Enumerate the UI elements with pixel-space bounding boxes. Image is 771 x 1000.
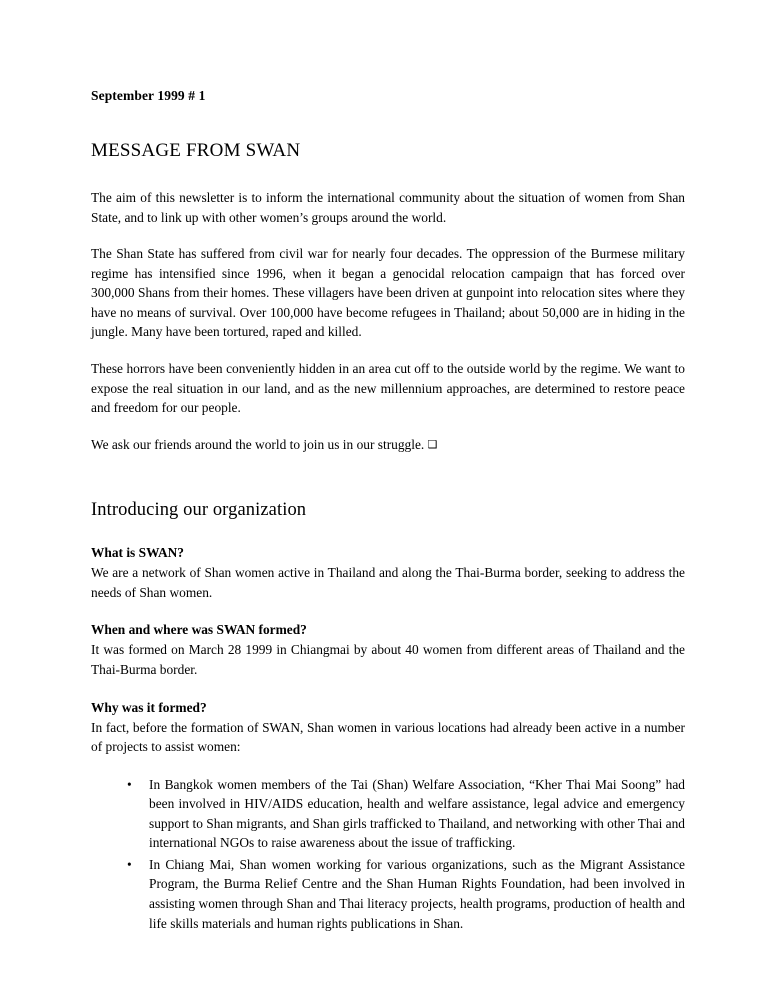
closing-paragraph (91, 435, 685, 455)
list-item (91, 775, 685, 853)
end-of-article-icon: ❑ (427, 437, 438, 451)
bullet-icon: • (127, 776, 132, 792)
qa-block-why-was-it-formed (91, 698, 685, 757)
page-title: MESSAGE FROM SWAN (91, 140, 301, 161)
qa-question: When and where was SWAN formed? (91, 622, 307, 638)
bullet-list (91, 775, 685, 934)
qa-answer: In fact, before the formation of SWAN, Shan women in various locations had already been active in a number of projects to assist women: (91, 719, 685, 755)
qa-block-when-and-where-formed (91, 620, 685, 679)
closing-text: We ask our friends around the world to join us in our struggle. (91, 436, 425, 452)
qa-answer: We are a network of Shan women active in Thailand and along the Thai-Burma border, seeking to address the needs of Shan women. (91, 565, 685, 600)
list-item-text: In Bangkok women members of the Tai (Shan) Welfare Association, “Kher Thai Mai Soong” had been involved in HIV/AIDS education, health and welfare assistance, legal advice and emergency support to Shan migrants, and Shan girls trafficked to Thailand, and networking with other Thai and international NGOs to raise awareness about the issue of trafficking. (149, 776, 685, 851)
qa-answer: It was formed on March 28 1999 in Chiangmai by about 40 women from different areas of Thailand and the Thai-Burma border. (91, 642, 685, 677)
intro-paragraph-1: The aim of this newsletter is to inform the international community about the situation of women from Shan State, and to link up with other women’s groups around the world. (91, 190, 685, 225)
intro-paragraph-2: The Shan State has suffered from civil war for nearly four decades. The oppression of the Burmese military regime has intensified since 1996, when it began a genocidal relocation campaign that has forced over 300,000 Shans from their homes. These villagers have been driven at gunpoint into relocation sites where they have no means of survival. Over 100,000 have become refugees in Thailand; about 50,000 are in hiding in the jungle. Many have been tortured, raped and killed. (91, 246, 685, 340)
list-item-text: In Chiang Mai, Shan women working for various organizations, such as the Migrant Assistance Program, the Burma Relief Centre and the Shan Human Rights Foundation, had been involved in assisting women through Shan and Thai literacy projects, health programs, production of health and life skills materials and human rights publications in Shan. (149, 856, 685, 931)
section-heading-introducing-our-organization: Introducing our organization (91, 500, 307, 521)
qa-block-what-is-swan (91, 543, 685, 602)
intro-paragraph-3: These horrors have been conveniently hidden in an area cut off to the outside world by the regime. We want to expose the real situation in our land, and as the new millennium approaches, are determined to restore peace and freedom for our people. (91, 360, 685, 416)
issue-header: September 1999 # 1 (91, 88, 206, 103)
qa-question: What is SWAN? (91, 545, 185, 561)
qa-question: Why was it formed? (91, 699, 207, 715)
list-item (91, 855, 685, 933)
bullet-icon: • (127, 856, 132, 872)
